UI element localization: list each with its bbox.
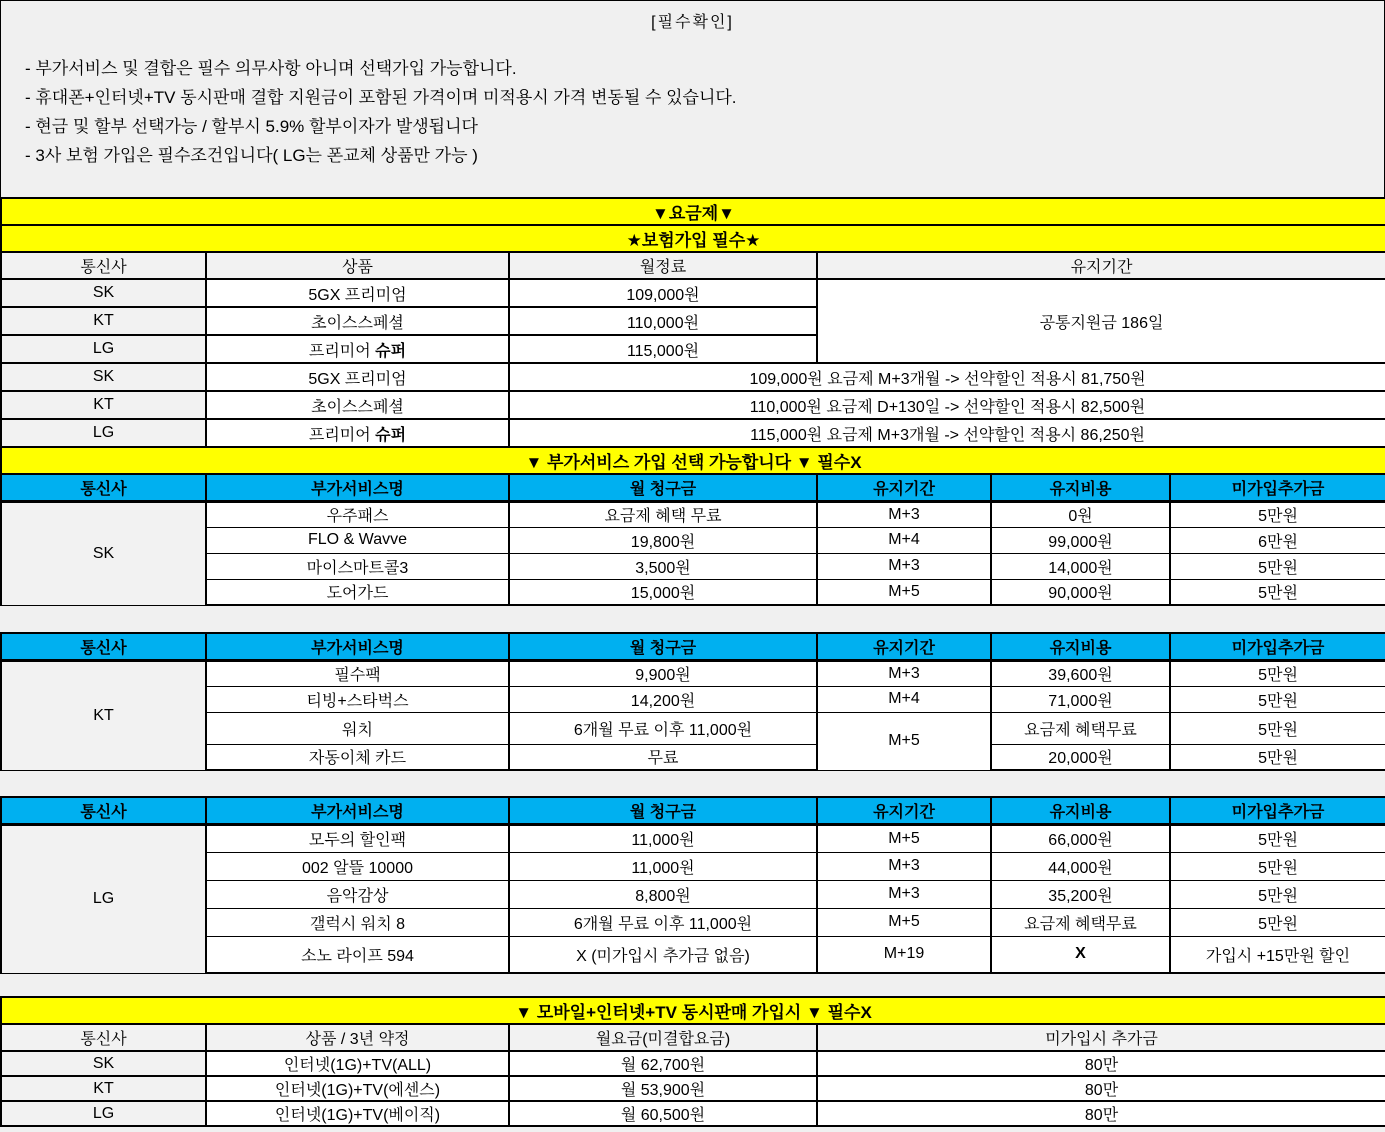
service-penalty-cell: 5만원 bbox=[1170, 501, 1385, 527]
plan-header-carrier: 통신사 bbox=[1, 252, 206, 279]
plan-header-fee: 월정료 bbox=[509, 252, 817, 279]
notice-title: [필수확인] bbox=[651, 14, 734, 31]
product-cell: 5GX 프리미엄 bbox=[206, 279, 509, 307]
lg-service-row bbox=[1, 824, 1385, 852]
addon-header-cost: 유지비용 bbox=[991, 633, 1170, 660]
service-term-cell: M+3 bbox=[817, 501, 991, 527]
service-penalty-cell: 5만원 bbox=[1170, 744, 1385, 770]
service-cost-cell: 20,000원 bbox=[991, 744, 1170, 770]
product-cell: 5GX 프리미엄 bbox=[206, 363, 509, 391]
service-cost-cell: 44,000원 bbox=[991, 852, 1170, 880]
carrier-cell: SK bbox=[1, 279, 206, 307]
addon-header-carrier: 통신사 bbox=[1, 797, 206, 824]
service-term-cell: M+5 bbox=[817, 908, 991, 936]
banner-bundle: ▼ 모바일+인터넷+TV 동시판매 가입시 ▼ 필수X bbox=[1, 997, 1385, 1024]
bundle-penalty-cell: 80만 bbox=[817, 1076, 1385, 1101]
addon-header-penalty: 미가입추가금 bbox=[1170, 474, 1385, 501]
service-cost-cell: 66,000원 bbox=[991, 824, 1170, 852]
sk-service-row bbox=[1, 501, 1385, 527]
notice-bullet: - 3사 보험 가입은 필수조건입니다( LG는 폰교체 상품만 가능 ) bbox=[25, 146, 478, 165]
addon-header-term: 유지기간 bbox=[817, 797, 991, 824]
plan-row bbox=[1, 279, 1385, 307]
notice-block bbox=[0, 0, 1385, 197]
plan-discount-row bbox=[1, 391, 1385, 419]
service-name-cell: 우주패스 bbox=[206, 501, 509, 527]
service-fee-cell: 무료 bbox=[509, 744, 817, 770]
service-fee-cell: 15,000원 bbox=[509, 579, 817, 605]
plan-and-sk-table bbox=[0, 197, 1385, 606]
service-fee-cell: 14,200원 bbox=[509, 686, 817, 712]
addon-header-term: 유지기간 bbox=[817, 633, 991, 660]
plan-header-product: 상품 bbox=[206, 252, 509, 279]
banner-insurance: ★보험가입 필수★ bbox=[1, 225, 1385, 252]
service-name-cell: 자동이체 카드 bbox=[206, 744, 509, 770]
lg-table bbox=[0, 796, 1385, 974]
service-fee-cell: 9,900원 bbox=[509, 660, 817, 686]
service-cost-cell: 요금제 혜택무료 bbox=[991, 908, 1170, 936]
bundle-row bbox=[1, 1101, 1385, 1126]
service-fee-cell: 요금제 혜택 무료 bbox=[509, 501, 817, 527]
bundle-penalty-cell: 80만 bbox=[817, 1101, 1385, 1126]
addon-header-penalty: 미가입추가금 bbox=[1170, 633, 1385, 660]
addon-header-cost: 유지비용 bbox=[991, 474, 1170, 501]
service-fee-cell: 6개월 무료 이후 11,000원 bbox=[509, 712, 817, 744]
carrier-cell: LG bbox=[1, 824, 206, 973]
service-penalty-cell: 5만원 bbox=[1170, 824, 1385, 852]
service-cost-cell: 99,000원 bbox=[991, 527, 1170, 553]
carrier-cell: SK bbox=[1, 501, 206, 605]
service-term-cell: M+3 bbox=[817, 553, 991, 579]
lg-service-row bbox=[1, 908, 1385, 936]
service-name-cell: FLO & Wavve bbox=[206, 527, 509, 553]
carrier-cell: SK bbox=[1, 363, 206, 391]
sk-service-row bbox=[1, 527, 1385, 553]
banner-plan: ▼요금제▼ bbox=[1, 198, 1385, 225]
lg-service-row bbox=[1, 880, 1385, 908]
section-gap bbox=[0, 771, 1385, 796]
bundle-product-cell: 인터넷(1G)+TV(ALL) bbox=[206, 1051, 509, 1076]
fee-cell: 115,000원 bbox=[509, 335, 817, 363]
sk-service-row bbox=[1, 553, 1385, 579]
service-penalty-cell: 5만원 bbox=[1170, 712, 1385, 744]
service-penalty-cell: 5만원 bbox=[1170, 852, 1385, 880]
bundle-header-row bbox=[1, 1024, 1385, 1051]
bundle-product-cell: 인터넷(1G)+TV(에센스) bbox=[206, 1076, 509, 1101]
kt-service-row bbox=[1, 686, 1385, 712]
bundle-header-penalty: 미가입시 추가금 bbox=[817, 1024, 1385, 1051]
retention-note-cell: 공통지원금 186일 bbox=[817, 279, 1385, 363]
service-fee-cell: 11,000원 bbox=[509, 824, 817, 852]
discount-detail-cell: 110,000원 요금제 D+130일 -> 선약할인 적용시 82,500원 bbox=[509, 391, 1385, 419]
service-penalty-cell: 6만원 bbox=[1170, 527, 1385, 553]
service-fee-cell: 11,000원 bbox=[509, 852, 817, 880]
service-name-cell: 002 알뜰 10000 bbox=[206, 852, 509, 880]
carrier-cell: KT bbox=[1, 307, 206, 335]
plan-header-retention: 유지기간 bbox=[817, 252, 1385, 279]
carrier-cell: SK bbox=[1, 1051, 206, 1076]
product-cell: 프리미어 슈퍼 bbox=[206, 419, 509, 447]
carrier-cell: LG bbox=[1, 1101, 206, 1126]
addon-header-term: 유지기간 bbox=[817, 474, 991, 501]
kt-service-row bbox=[1, 712, 1385, 744]
service-term-cell: M+3 bbox=[817, 852, 991, 880]
service-fee-cell: 6개월 무료 이후 11,000원 bbox=[509, 908, 817, 936]
carrier-cell: KT bbox=[1, 1076, 206, 1101]
service-penalty-cell: 5만원 bbox=[1170, 686, 1385, 712]
bundle-penalty-cell: 80만 bbox=[817, 1051, 1385, 1076]
service-name-cell: 필수팩 bbox=[206, 660, 509, 686]
service-name-cell: 마이스마트콜3 bbox=[206, 553, 509, 579]
carrier-cell: KT bbox=[1, 660, 206, 770]
service-term-cell: M+3 bbox=[817, 660, 991, 686]
kt-service-row bbox=[1, 744, 1385, 770]
plan-discount-row bbox=[1, 363, 1385, 391]
carrier-cell: LG bbox=[1, 335, 206, 363]
service-term-cell: M+5 bbox=[817, 579, 991, 605]
addon-header-row bbox=[1, 633, 1385, 660]
bundle-product-cell: 인터넷(1G)+TV(베이직) bbox=[206, 1101, 509, 1126]
service-penalty-cell: 5만원 bbox=[1170, 880, 1385, 908]
addon-header-name: 부가서비스명 bbox=[206, 474, 509, 501]
discount-detail-cell: 115,000원 요금제 M+3개월 -> 선약할인 적용시 86,250원 bbox=[509, 419, 1385, 447]
bundle-fee-cell: 월 62,700원 bbox=[509, 1051, 817, 1076]
plan-header-row bbox=[1, 252, 1385, 279]
banner-addon: ▼ 부가서비스 가입 선택 가능합니다 ▼ 필수X bbox=[1, 447, 1385, 474]
service-name-cell: 모두의 할인팩 bbox=[206, 824, 509, 852]
service-term-cell: M+19 bbox=[817, 936, 991, 973]
fee-cell: 109,000원 bbox=[509, 279, 817, 307]
service-penalty-cell: 5만원 bbox=[1170, 579, 1385, 605]
service-fee-cell: X (미가입시 추가금 없음) bbox=[509, 936, 817, 973]
service-name-cell: 소노 라이프 594 bbox=[206, 936, 509, 973]
service-cost-cell: 35,200원 bbox=[991, 880, 1170, 908]
product-cell: 초이스스페셜 bbox=[206, 391, 509, 419]
addon-header-row bbox=[1, 797, 1385, 824]
notice-bullet: - 부가서비스 및 결합은 필수 의무사항 아니며 선택가입 가능합니다. bbox=[25, 59, 517, 78]
addon-header-row bbox=[1, 474, 1385, 501]
service-term-cell: M+5 bbox=[817, 824, 991, 852]
service-term-cell: M+3 bbox=[817, 880, 991, 908]
kt-service-row bbox=[1, 660, 1385, 686]
product-cell: 프리미어 슈퍼 bbox=[206, 335, 509, 363]
notice-bullets bbox=[25, 54, 1360, 170]
lg-service-row bbox=[1, 936, 1385, 973]
addon-header-fee: 월 청구금 bbox=[509, 797, 817, 824]
service-penalty-cell: 5만원 bbox=[1170, 908, 1385, 936]
bundle-fee-cell: 월 53,900원 bbox=[509, 1076, 817, 1101]
section-gap bbox=[0, 606, 1385, 632]
lg-service-row bbox=[1, 852, 1385, 880]
carrier-cell: KT bbox=[1, 391, 206, 419]
bundle-header-product: 상품 / 3년 약정 bbox=[206, 1024, 509, 1051]
addon-header-penalty: 미가입추가금 bbox=[1170, 797, 1385, 824]
service-cost-cell: X bbox=[991, 936, 1170, 973]
addon-header-fee: 월 청구금 bbox=[509, 633, 817, 660]
notice-bullet: - 현금 및 할부 선택가능 / 할부시 5.9% 할부이자가 발생됩니다 bbox=[25, 117, 478, 136]
service-name-cell: 음악감상 bbox=[206, 880, 509, 908]
service-cost-cell: 0원 bbox=[991, 501, 1170, 527]
bundle-row bbox=[1, 1076, 1385, 1101]
notice-bullet: - 휴대폰+인터넷+TV 동시판매 결합 지원금이 포함된 가격이며 미적용시 가격 변동될 수 있습니다. bbox=[25, 88, 737, 107]
fee-cell: 110,000원 bbox=[509, 307, 817, 335]
addon-header-carrier: 통신사 bbox=[1, 633, 206, 660]
service-penalty-cell: 5만원 bbox=[1170, 660, 1385, 686]
service-cost-cell: 90,000원 bbox=[991, 579, 1170, 605]
addon-header-name: 부가서비스명 bbox=[206, 633, 509, 660]
service-cost-cell: 요금제 혜택무료 bbox=[991, 712, 1170, 744]
discount-detail-cell: 109,000원 요금제 M+3개월 -> 선약할인 적용시 81,750원 bbox=[509, 363, 1385, 391]
addon-header-name: 부가서비스명 bbox=[206, 797, 509, 824]
bundle-table bbox=[0, 996, 1385, 1127]
service-term-merged-cell: M+5 bbox=[817, 712, 991, 770]
bundle-header-fee: 월요금(미결합요금) bbox=[509, 1024, 817, 1051]
addon-header-cost: 유지비용 bbox=[991, 797, 1170, 824]
service-fee-cell: 3,500원 bbox=[509, 553, 817, 579]
service-term-cell: M+4 bbox=[817, 686, 991, 712]
carrier-cell: LG bbox=[1, 419, 206, 447]
service-term-cell: M+4 bbox=[817, 527, 991, 553]
service-fee-cell: 19,800원 bbox=[509, 527, 817, 553]
service-penalty-cell: 가입시 +15만원 할인 bbox=[1170, 936, 1385, 973]
product-cell: 초이스스페셜 bbox=[206, 307, 509, 335]
service-fee-cell: 8,800원 bbox=[509, 880, 817, 908]
plan-discount-row bbox=[1, 419, 1385, 447]
service-cost-cell: 14,000원 bbox=[991, 553, 1170, 579]
kt-table bbox=[0, 632, 1385, 771]
service-name-cell: 티빙+스타벅스 bbox=[206, 686, 509, 712]
bundle-header-carrier: 통신사 bbox=[1, 1024, 206, 1051]
sk-service-row bbox=[1, 579, 1385, 605]
section-gap bbox=[0, 974, 1385, 996]
service-name-cell: 도어가드 bbox=[206, 579, 509, 605]
bundle-row bbox=[1, 1051, 1385, 1076]
addon-header-carrier: 통신사 bbox=[1, 474, 206, 501]
service-cost-cell: 39,600원 bbox=[991, 660, 1170, 686]
service-name-cell: 워치 bbox=[206, 712, 509, 744]
service-penalty-cell: 5만원 bbox=[1170, 553, 1385, 579]
bundle-fee-cell: 월 60,500원 bbox=[509, 1101, 817, 1126]
service-name-cell: 갤럭시 워치 8 bbox=[206, 908, 509, 936]
service-cost-cell: 71,000원 bbox=[991, 686, 1170, 712]
addon-header-fee: 월 청구금 bbox=[509, 474, 817, 501]
